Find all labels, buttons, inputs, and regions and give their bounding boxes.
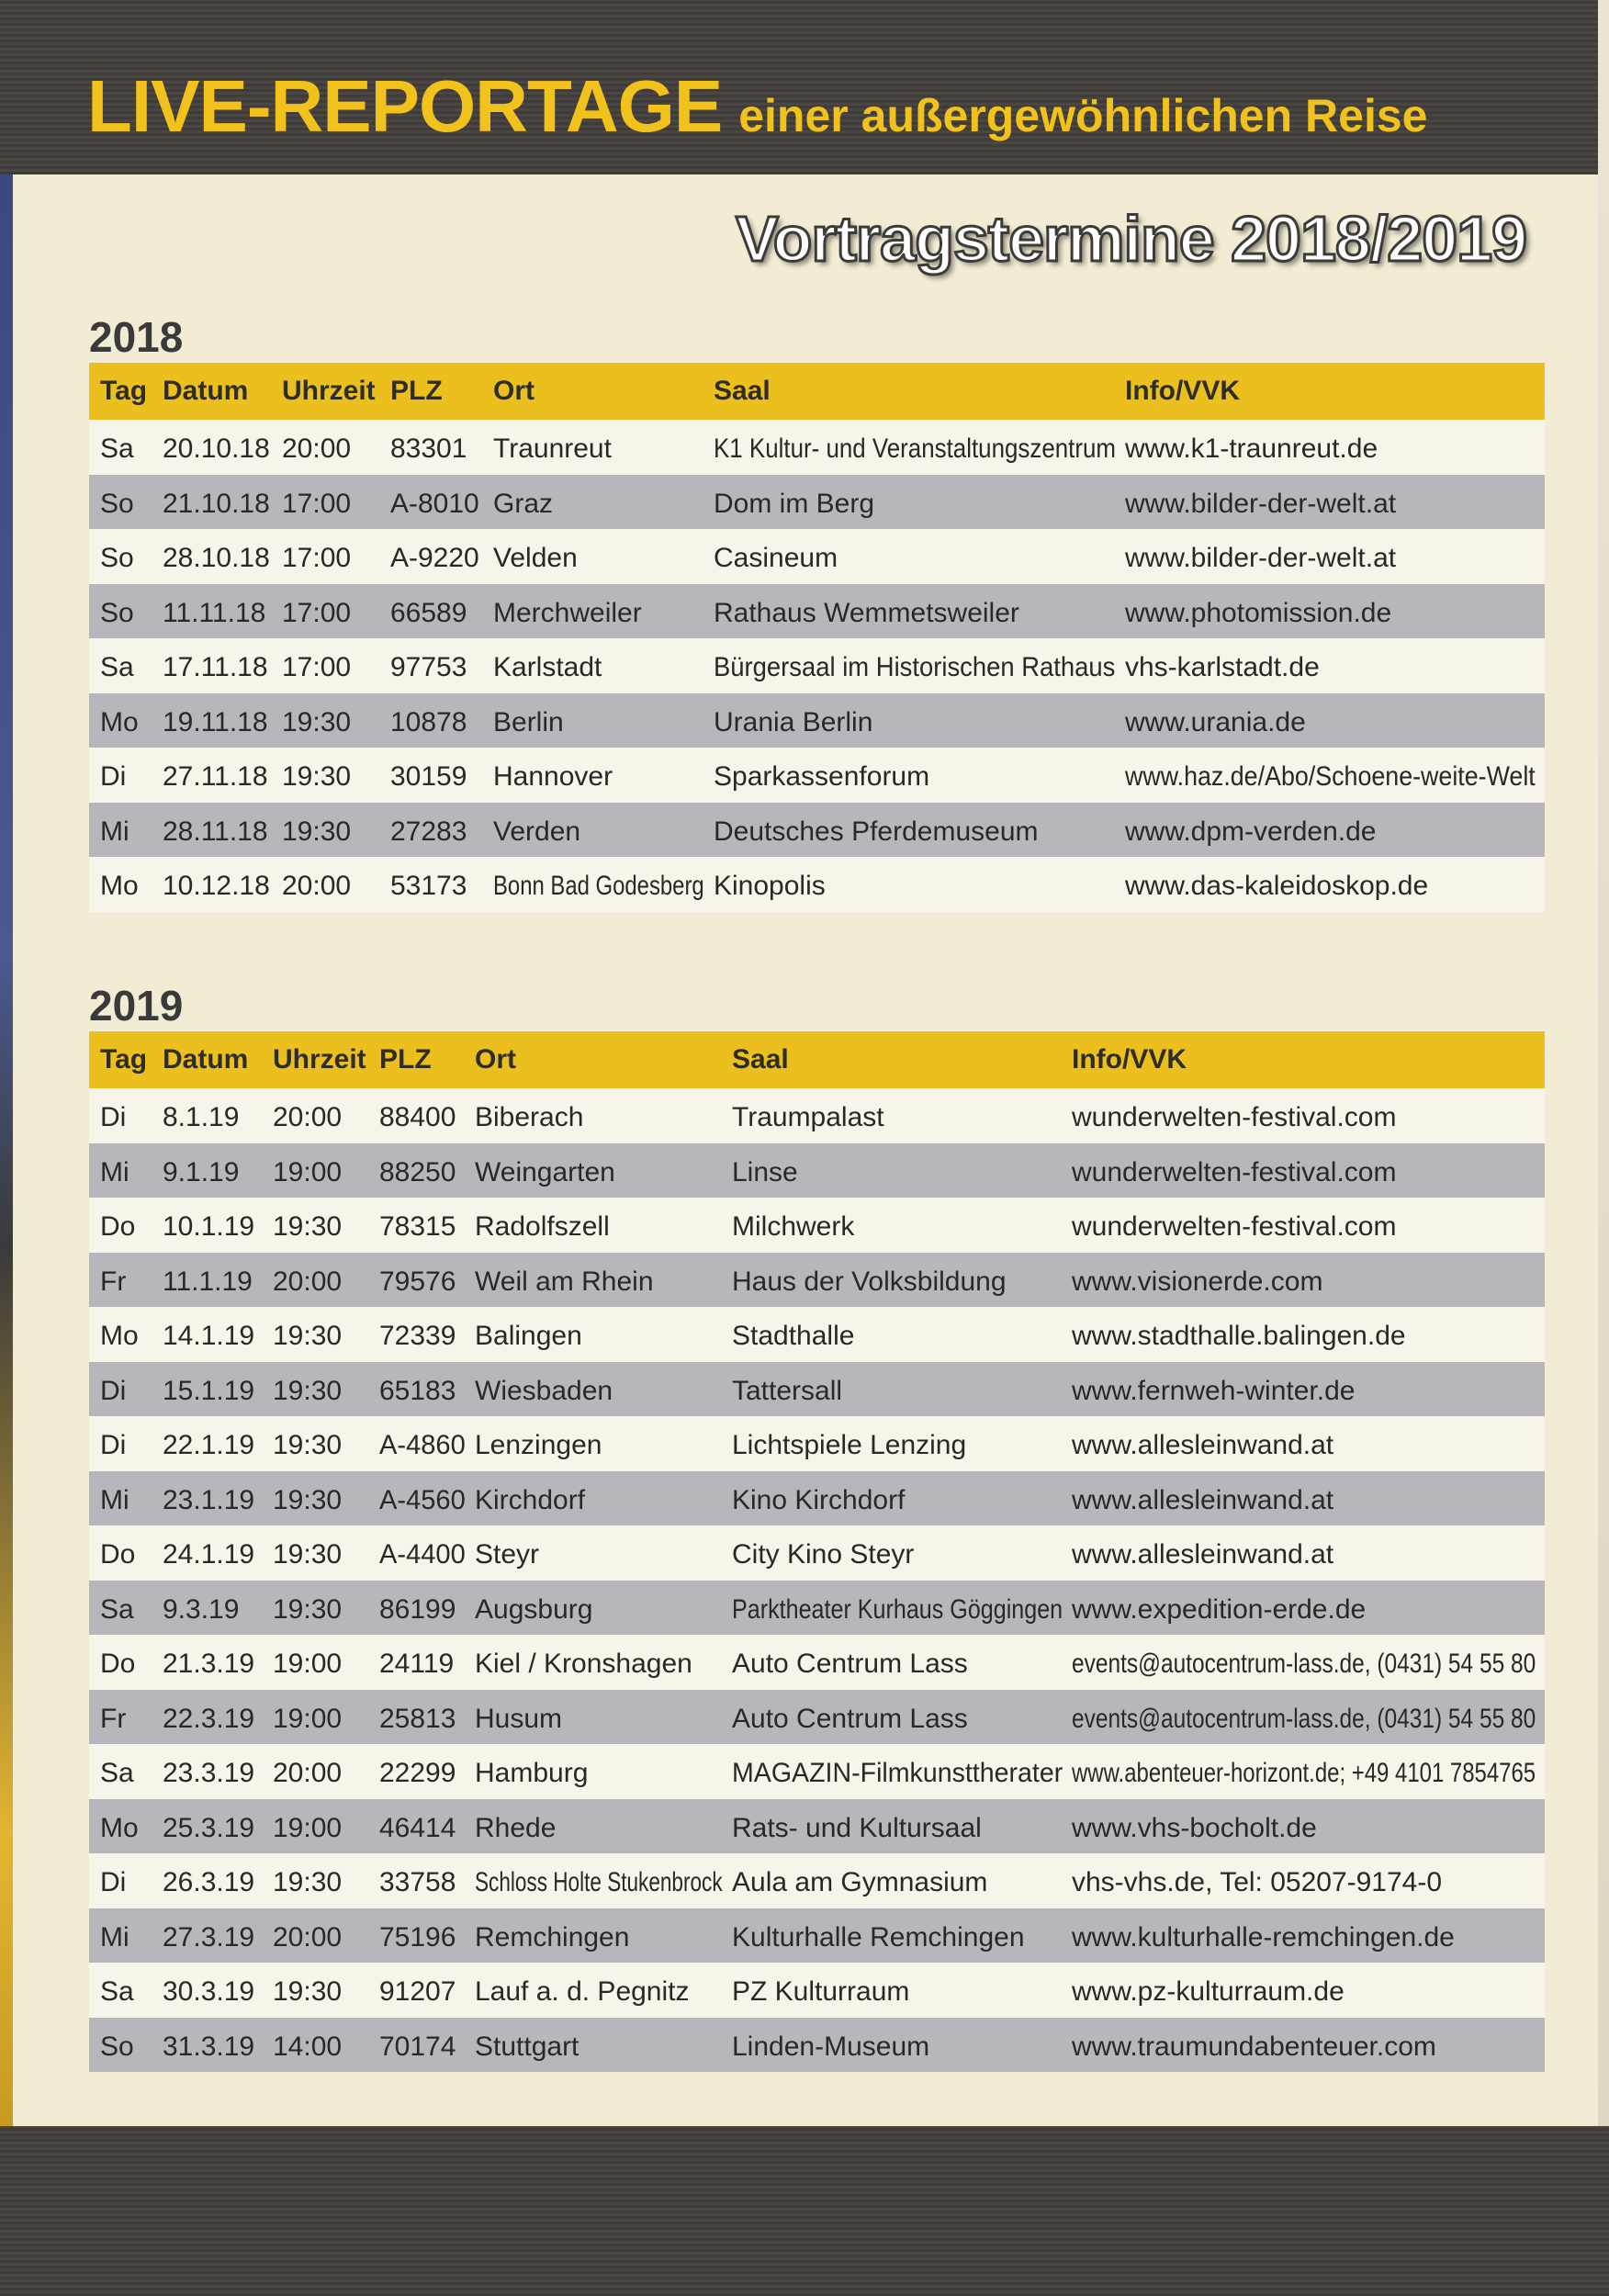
column-header-datum: Datum (163, 376, 249, 406)
cell-ort: Balingen (475, 1321, 582, 1351)
cell-datum: 11.1.19 (163, 1266, 253, 1297)
cell-tag: Di (100, 1430, 127, 1460)
cell-saal: Linden-Museum (732, 2031, 930, 2062)
cell-uhrzeit: 20:00 (273, 1921, 343, 1953)
cell-tag: Mi (100, 1921, 129, 1953)
cell-uhrzeit: 17:00 (282, 488, 352, 519)
cell-ort: Wiesbaden (475, 1375, 613, 1406)
cell-datum: 23.1.19 (163, 1484, 255, 1515)
cell-ort: Kirchdorf (475, 1484, 586, 1515)
cell-ort: Velden (493, 543, 578, 573)
cell-tag: Mi (100, 1484, 129, 1515)
table-row (89, 584, 1545, 639)
cell-saal: City Kino Steyr (732, 1539, 915, 1570)
cell-datum: 28.10.18 (163, 543, 270, 573)
cell-tag: Mi (100, 816, 129, 847)
cell-uhrzeit: 19:30 (273, 1430, 343, 1460)
cell-tag: Fr (100, 1703, 127, 1734)
table-row (89, 529, 1545, 584)
cell-ort: Steyr (475, 1539, 540, 1570)
cell-saal: Bürgersaal im Historischen Rathaus (714, 652, 1116, 682)
cell-tag: Di (100, 1375, 127, 1406)
cell-info: wunderwelten-festival.com (1072, 1211, 1397, 1242)
cell-datum: 9.1.19 (163, 1156, 240, 1187)
table-row (89, 1416, 1545, 1471)
cell-uhrzeit: 20:00 (282, 433, 352, 464)
cell-tag: Sa (100, 1976, 134, 2007)
cell-datum: 28.11.18 (163, 816, 268, 847)
table-row (89, 638, 1545, 693)
cell-info: www.dpm-verden.de (1125, 816, 1377, 847)
cell-tag: Do (100, 1649, 136, 1679)
cell-plz: 79576 (379, 1266, 456, 1297)
cell-uhrzeit: 19:30 (273, 1211, 343, 1242)
table-row (89, 1143, 1545, 1199)
cell-datum: 8.1.19 (163, 1102, 240, 1132)
column-header-plz: PLZ (379, 1044, 432, 1075)
cell-uhrzeit: 19:30 (273, 1484, 343, 1515)
cell-tag: So (100, 2031, 134, 2062)
table-row (89, 1581, 1545, 1636)
cell-plz: 75196 (379, 1921, 456, 1953)
cell-datum: 10.12.18 (163, 871, 270, 901)
table-row (89, 1963, 1545, 2018)
cell-datum: 17.11.18 (163, 652, 268, 682)
cell-info: www.expedition-erde.de (1072, 1593, 1367, 1625)
cell-uhrzeit: 19:30 (282, 816, 352, 847)
cell-tag: So (100, 488, 134, 519)
cell-plz: 97753 (390, 652, 467, 682)
cell-ort: Radolfszell (475, 1211, 610, 1242)
cell-uhrzeit: 20:00 (282, 871, 352, 901)
cell-datum: 14.1.19 (163, 1321, 255, 1351)
cell-plz: 66589 (390, 597, 467, 628)
cell-plz: 22299 (379, 1758, 456, 1788)
cell-tag: Sa (100, 433, 134, 464)
table-header (89, 1031, 1545, 1088)
cell-ort: Lenzingen (475, 1430, 602, 1460)
cell-datum: 30.3.19 (163, 1976, 255, 2007)
headline-main: LIVE-REPORTAGE (87, 65, 723, 147)
table-row (89, 857, 1545, 912)
cell-datum: 26.3.19 (163, 1867, 255, 1897)
cell-datum: 19.11.18 (163, 706, 268, 737)
column-header-uhrzeit: Uhrzeit (282, 376, 376, 406)
cell-saal: Haus der Volksbildung (732, 1266, 1007, 1297)
column-header-tag: Tag (100, 1044, 148, 1075)
cell-plz: 86199 (379, 1593, 456, 1625)
cell-datum: 23.3.19 (163, 1758, 255, 1788)
cell-saal: Linse (732, 1156, 798, 1187)
cell-ort: Biberach (475, 1102, 584, 1132)
cell-datum: 22.3.19 (163, 1703, 255, 1734)
cell-uhrzeit: 17:00 (282, 543, 352, 573)
column-header-saal: Saal (714, 376, 771, 406)
cell-tag: Sa (100, 1593, 134, 1625)
cell-plz: 65183 (379, 1375, 456, 1406)
table-row (89, 1307, 1545, 1362)
column-header-uhrzeit: Uhrzeit (273, 1044, 366, 1075)
table-row (89, 475, 1545, 530)
cell-plz: 30159 (390, 761, 467, 792)
cell-tag: Mo (100, 1812, 139, 1843)
cell-info: events@autocentrum-lass.de, (0431) 54 55 80 (1072, 1703, 1536, 1734)
cell-tag: Mo (100, 1321, 139, 1351)
cell-plz: 25813 (379, 1703, 456, 1734)
cell-saal: Traumpalast (732, 1102, 884, 1132)
cell-saal: Lichtspiele Lenzing (732, 1430, 967, 1460)
cell-info: www.stadthalle.balingen.de (1072, 1321, 1406, 1351)
cell-info: www.abenteuer-horizont.de; +49 4101 7854765 (1072, 1758, 1536, 1788)
cell-ort: Weingarten (475, 1156, 615, 1187)
table-row (89, 1908, 1545, 1964)
cell-saal: Urania Berlin (714, 706, 873, 737)
cell-ort: Bonn Bad Godesberg (493, 871, 704, 901)
cell-tag: Sa (100, 652, 134, 682)
cell-ort: Graz (493, 488, 554, 519)
cell-saal: Kulturhalle Remchingen (732, 1921, 1025, 1953)
right-edge-strip (1598, 0, 1609, 2296)
cell-uhrzeit: 20:00 (273, 1758, 343, 1788)
cell-uhrzeit: 19:00 (273, 1156, 343, 1187)
cell-tag: Do (100, 1539, 136, 1570)
column-header-tag: Tag (100, 376, 148, 406)
table-row (89, 693, 1545, 748)
schedule-title: Vortragstermine 2018/2019 (736, 203, 1526, 275)
cell-saal: Aula am Gymnasium (732, 1867, 988, 1897)
cell-ort: Berlin (493, 706, 564, 737)
cell-uhrzeit: 19:00 (273, 1703, 343, 1734)
cell-info: www.allesleinwand.at (1072, 1484, 1334, 1515)
cell-uhrzeit: 19:30 (273, 1321, 343, 1351)
column-header-ort: Ort (493, 376, 534, 406)
cell-datum: 27.11.18 (163, 761, 268, 792)
cell-tag: So (100, 543, 134, 573)
table-row (89, 1525, 1545, 1581)
column-header-saal: Saal (732, 1044, 789, 1075)
cell-datum: 22.1.19 (163, 1430, 255, 1460)
cell-uhrzeit: 14:00 (273, 2031, 343, 2062)
table-row (89, 1853, 1545, 1908)
cell-tag: Di (100, 1102, 127, 1132)
cell-plz: 83301 (390, 433, 467, 464)
cell-plz: 88250 (379, 1156, 456, 1187)
cell-uhrzeit: 19:30 (282, 761, 352, 792)
cell-info: www.traumundabenteuer.com (1072, 2031, 1436, 2062)
cell-saal: Milchwerk (732, 1211, 855, 1242)
cell-ort: Karlstadt (493, 652, 602, 682)
cell-datum: 27.3.19 (163, 1921, 255, 1953)
table-row (89, 748, 1545, 803)
table-row (89, 1744, 1545, 1799)
cell-plz: A-8010 (390, 488, 479, 519)
cell-plz: A-4400 (379, 1539, 466, 1570)
cell-info: vhs-karlstadt.de (1125, 652, 1320, 682)
column-header-datum: Datum (163, 1044, 249, 1075)
table-row (89, 803, 1545, 858)
cell-datum: 20.10.18 (163, 433, 270, 464)
column-header-plz: PLZ (390, 376, 443, 406)
year-heading-2018: 2018 (89, 313, 184, 361)
bottom-band (0, 2126, 1609, 2296)
table-row (89, 1362, 1545, 1417)
cell-info: www.bilder-der-welt.at (1125, 488, 1397, 519)
cell-ort: Augsburg (475, 1593, 593, 1625)
cell-info: www.fernweh-winter.de (1072, 1375, 1356, 1406)
cell-ort: Merchweiler (493, 597, 642, 628)
cell-plz: 91207 (379, 1976, 456, 2007)
cell-ort: Remchingen (475, 1921, 630, 1953)
cell-ort: Rhede (475, 1812, 557, 1843)
cell-saal: Rathaus Wemmetsweiler (714, 597, 1019, 628)
cell-info: www.das-kaleidoskop.de (1125, 871, 1429, 901)
cell-saal: Casineum (714, 543, 838, 573)
table-row (89, 1198, 1545, 1253)
cell-datum: 25.3.19 (163, 1812, 255, 1843)
cell-plz: 78315 (379, 1211, 456, 1242)
cell-uhrzeit: 19:30 (282, 706, 352, 737)
cell-ort: Weil am Rhein (475, 1266, 654, 1297)
table-row (89, 1253, 1545, 1308)
cell-datum: 15.1.19 (163, 1375, 255, 1406)
headline (87, 64, 1427, 149)
cell-saal: Sparkassenforum (714, 761, 930, 792)
cell-info: www.vhs-bocholt.de (1072, 1812, 1317, 1843)
cell-uhrzeit: 19:30 (273, 1539, 343, 1570)
cell-plz: A-9220 (390, 543, 479, 573)
cell-datum: 11.11.18 (163, 597, 266, 628)
table-row (89, 1799, 1545, 1854)
cell-plz: 33758 (379, 1867, 456, 1897)
cell-tag: Sa (100, 1758, 134, 1788)
cell-saal: Parktheater Kurhaus Göggingen (732, 1593, 1063, 1625)
cell-datum: 24.1.19 (163, 1539, 255, 1570)
column-header-ort: Ort (475, 1044, 516, 1075)
cell-uhrzeit: 19:30 (273, 1593, 343, 1625)
cell-info: wunderwelten-festival.com (1072, 1102, 1397, 1132)
cell-uhrzeit: 19:00 (273, 1812, 343, 1843)
cell-info: wunderwelten-festival.com (1072, 1156, 1397, 1187)
cell-saal: PZ Kulturraum (732, 1976, 910, 2007)
cell-saal: Deutsches Pferdemuseum (714, 816, 1039, 847)
cell-info: www.photomission.de (1125, 597, 1392, 628)
cell-info: www.allesleinwand.at (1072, 1539, 1334, 1570)
table-header (89, 363, 1545, 420)
cell-info: www.haz.de/Abo/Schoene-weite-Welt (1125, 761, 1536, 792)
cell-plz: 70174 (379, 2031, 456, 2062)
cell-saal: Kinopolis (714, 871, 826, 901)
cell-uhrzeit: 19:00 (273, 1649, 343, 1679)
cell-plz: 27283 (390, 816, 467, 847)
cell-info: www.visionerde.com (1072, 1266, 1323, 1297)
cell-saal: Auto Centrum Lass (732, 1703, 968, 1734)
cell-ort: Schloss Holte Stukenbrock (475, 1867, 723, 1897)
cell-ort: Kiel / Kronshagen (475, 1649, 692, 1679)
table-row (89, 420, 1545, 475)
cell-ort: Stuttgart (475, 2031, 579, 2062)
table-row (89, 1690, 1545, 1745)
column-header-info: Info/VVK (1125, 376, 1240, 406)
cell-datum: 21.10.18 (163, 488, 270, 519)
cell-plz: 53173 (390, 871, 467, 901)
cell-datum: 9.3.19 (163, 1593, 240, 1625)
cell-uhrzeit: 19:30 (273, 1976, 343, 2007)
cell-saal: Kino Kirchdorf (732, 1484, 906, 1515)
cell-ort: Verden (493, 816, 581, 847)
schedule-table-2018 (89, 363, 1545, 912)
cell-saal: Auto Centrum Lass (732, 1649, 968, 1679)
cell-datum: 21.3.19 (163, 1649, 255, 1679)
cell-plz: 72339 (379, 1321, 456, 1351)
cell-uhrzeit: 17:00 (282, 652, 352, 682)
cell-info: events@autocentrum-lass.de, (0431) 54 55 80 (1072, 1649, 1536, 1679)
cell-tag: Di (100, 1867, 127, 1897)
cell-ort: Lauf a. d. Pegnitz (475, 1976, 690, 2007)
cell-info: www.pz-kulturraum.de (1072, 1976, 1345, 2007)
cell-tag: So (100, 597, 134, 628)
table-row (89, 1088, 1545, 1143)
cell-tag: Mi (100, 1156, 129, 1187)
cell-uhrzeit: 20:00 (273, 1266, 343, 1297)
cell-saal: Dom im Berg (714, 488, 875, 519)
cell-info: vhs-vhs.de, Tel: 05207-9174-0 (1072, 1867, 1443, 1897)
cell-plz: A-4860 (379, 1430, 466, 1460)
cell-plz: 88400 (379, 1102, 456, 1132)
cell-ort: Traunreut (493, 433, 612, 464)
cell-uhrzeit: 19:30 (273, 1375, 343, 1406)
cell-tag: Mo (100, 706, 139, 737)
cell-saal: Rats- und Kultursaal (732, 1812, 982, 1843)
cell-saal: MAGAZIN-Filmkunsttherater (732, 1758, 1063, 1788)
cell-tag: Do (100, 1211, 136, 1242)
left-edge-strip (0, 174, 13, 2126)
cell-plz: A-4560 (379, 1484, 466, 1515)
cell-datum: 10.1.19 (163, 1211, 255, 1242)
cell-saal: Stadthalle (732, 1321, 855, 1351)
cell-plz: 10878 (390, 706, 467, 737)
headline-sub: einer außergewöhnlichen Reise (738, 90, 1428, 141)
cell-tag: Di (100, 761, 127, 792)
schedule-table-2019 (89, 1031, 1545, 2072)
cell-uhrzeit: 19:30 (273, 1867, 343, 1897)
cell-ort: Hannover (493, 761, 613, 792)
cell-plz: 46414 (379, 1812, 456, 1843)
year-heading-2019: 2019 (89, 982, 184, 1030)
cell-info: www.bilder-der-welt.at (1125, 543, 1397, 573)
cell-tag: Mo (100, 871, 139, 901)
table-row (89, 1635, 1545, 1690)
cell-info: www.urania.de (1125, 706, 1306, 737)
cell-datum: 31.3.19 (163, 2031, 255, 2062)
table-row (89, 2018, 1545, 2073)
cell-uhrzeit: 20:00 (273, 1102, 343, 1132)
cell-ort: Husum (475, 1703, 563, 1734)
column-header-info: Info/VVK (1072, 1044, 1187, 1075)
cell-uhrzeit: 17:00 (282, 597, 352, 628)
cell-info: www.allesleinwand.at (1072, 1430, 1334, 1460)
cell-saal: Tattersall (732, 1375, 843, 1406)
cell-plz: 24119 (379, 1649, 455, 1679)
cell-tag: Fr (100, 1266, 127, 1297)
cell-info: www.kulturhalle-remchingen.de (1072, 1921, 1455, 1953)
cell-ort: Hamburg (475, 1758, 589, 1788)
cell-info: www.k1-traunreut.de (1125, 433, 1378, 464)
cell-saal: K1 Kultur- und Veranstaltungszentrum (714, 433, 1117, 464)
table-row (89, 1471, 1545, 1526)
